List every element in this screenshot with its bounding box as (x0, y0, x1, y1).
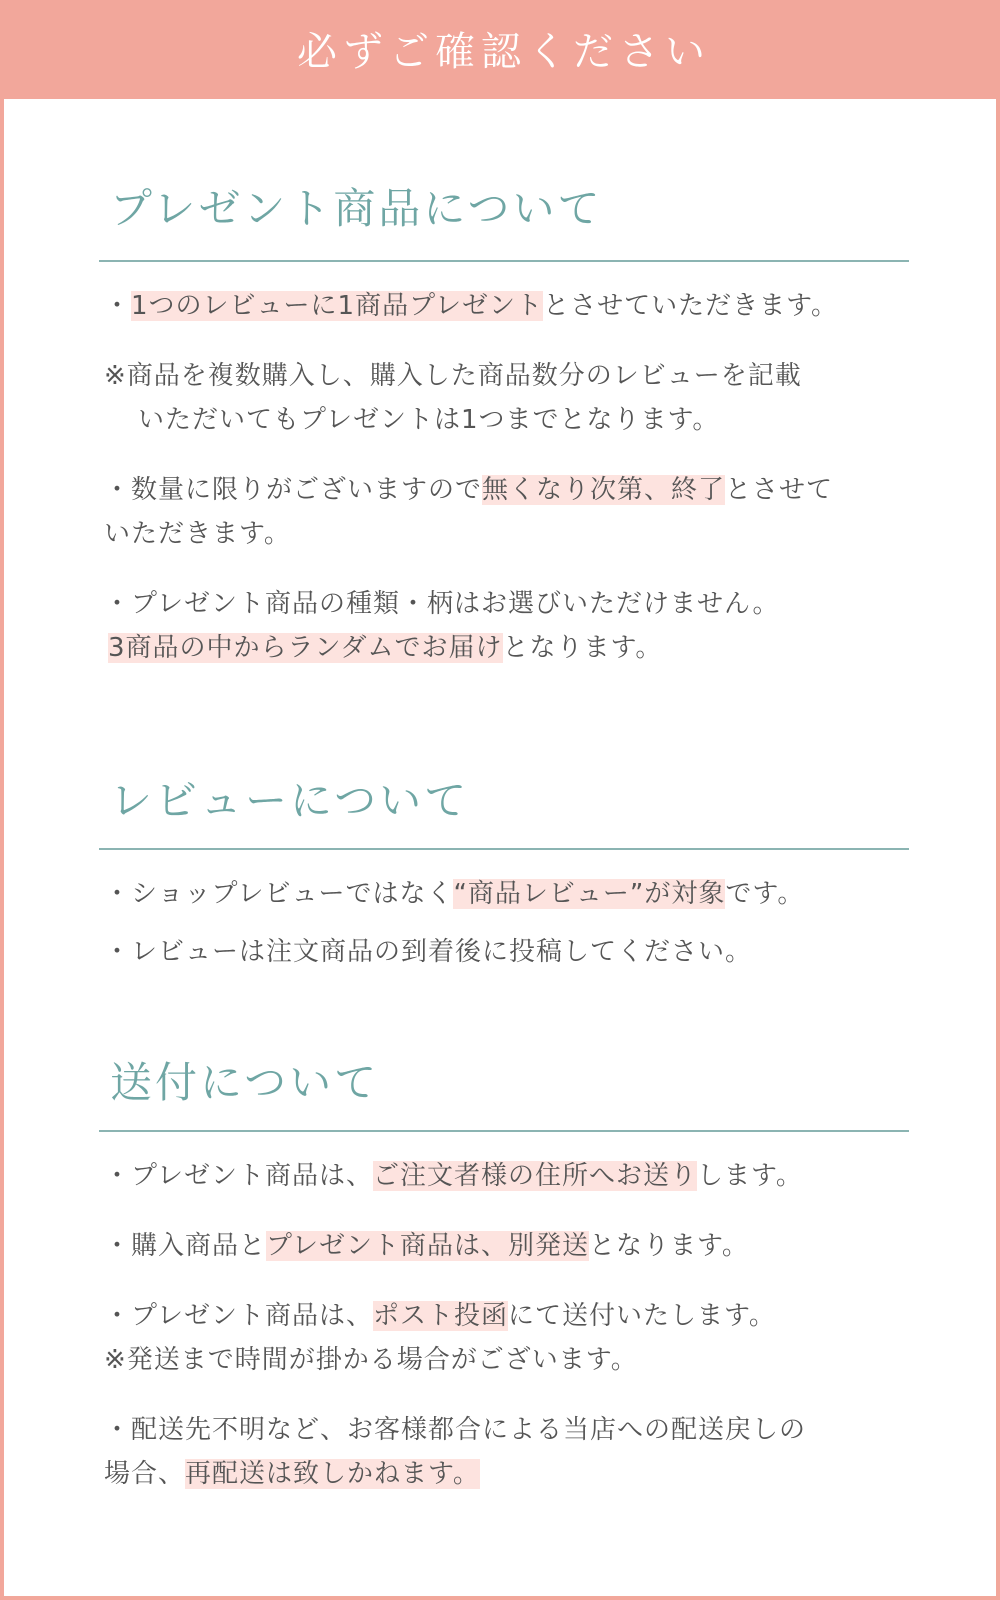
text: にて送付いたします。 (507, 1301, 776, 1331)
highlighted-text: 3商品の中からランダムでお届け (108, 633, 503, 663)
text: となります。 (588, 1231, 749, 1261)
text: 場合、 (104, 1459, 186, 1489)
text: ・プレゼント商品は、 (104, 1161, 373, 1191)
text: ・レビューは注文商品の到着後に投稿してください。 (104, 937, 753, 967)
text: ・数量に限りがございますので (104, 475, 483, 505)
text-line (104, 1452, 909, 1496)
paragraph-present-3 (104, 468, 909, 556)
section-divider (99, 1130, 909, 1132)
text: となります。 (502, 633, 663, 663)
text: ・プレゼント商品は、 (104, 1301, 373, 1331)
section-title-shipping: 送付について (110, 1058, 380, 1107)
text: です。 (725, 879, 805, 909)
text-line: ※発送まで時間が掛かる場合がございます。 (104, 1345, 638, 1375)
text-line: いただいてもプレゼントは1つまでとなります。 (138, 405, 720, 435)
header-title: 必ずご確認ください (297, 29, 711, 75)
highlighted-text: 無くなり次第、終了 (482, 475, 726, 505)
text: ・ (104, 291, 132, 321)
highlighted-text: 1つのレビューに1商品プレゼント (131, 291, 544, 321)
text-line (104, 468, 909, 512)
text-line: ※商品を複数購入し、購入した商品数分のレビューを記載 (104, 361, 802, 391)
text-line: ・プレゼント商品の種類・柄はお選びいただけません。 (104, 589, 780, 619)
text: ・ショップレビューではなく (104, 879, 454, 909)
text-line: ・配送先不明など、お客様都合による当店への配送戻しの (104, 1415, 807, 1445)
text: とさせて (725, 475, 834, 505)
highlighted-text: “商品レビュー”が対象 (453, 879, 726, 909)
paragraph-shipping-4 (104, 1408, 909, 1496)
paragraph-shipping-2 (104, 1224, 909, 1268)
paragraph-present-1 (104, 284, 909, 328)
paragraph-present-2 (104, 354, 909, 442)
section-divider (99, 848, 909, 850)
text-line (104, 1294, 909, 1338)
paragraph-shipping-3 (104, 1294, 909, 1382)
section-divider (99, 260, 909, 262)
text: とさせていただきます。 (543, 291, 838, 321)
paragraph-review-1 (104, 872, 909, 916)
header-bar (4, 0, 1000, 99)
section-title-review: レビューについて (110, 776, 470, 825)
paragraph-present-4 (104, 582, 909, 670)
text: ・購入商品と (104, 1231, 267, 1261)
highlighted-text: ポスト投函 (372, 1301, 508, 1331)
text: します。 (696, 1161, 803, 1191)
paragraph-review-2 (104, 930, 909, 974)
text-line: いただきます。 (104, 519, 291, 549)
highlighted-text: ご注文者様の住所へお送り (372, 1161, 697, 1191)
highlighted-text: プレゼント商品は、別発送 (266, 1231, 589, 1261)
paragraph-shipping-1 (104, 1154, 909, 1198)
section-title-present: プレゼント商品について (110, 184, 603, 233)
text-line (104, 626, 909, 670)
highlighted-text: 再配送は致しかねます。 (185, 1459, 480, 1489)
